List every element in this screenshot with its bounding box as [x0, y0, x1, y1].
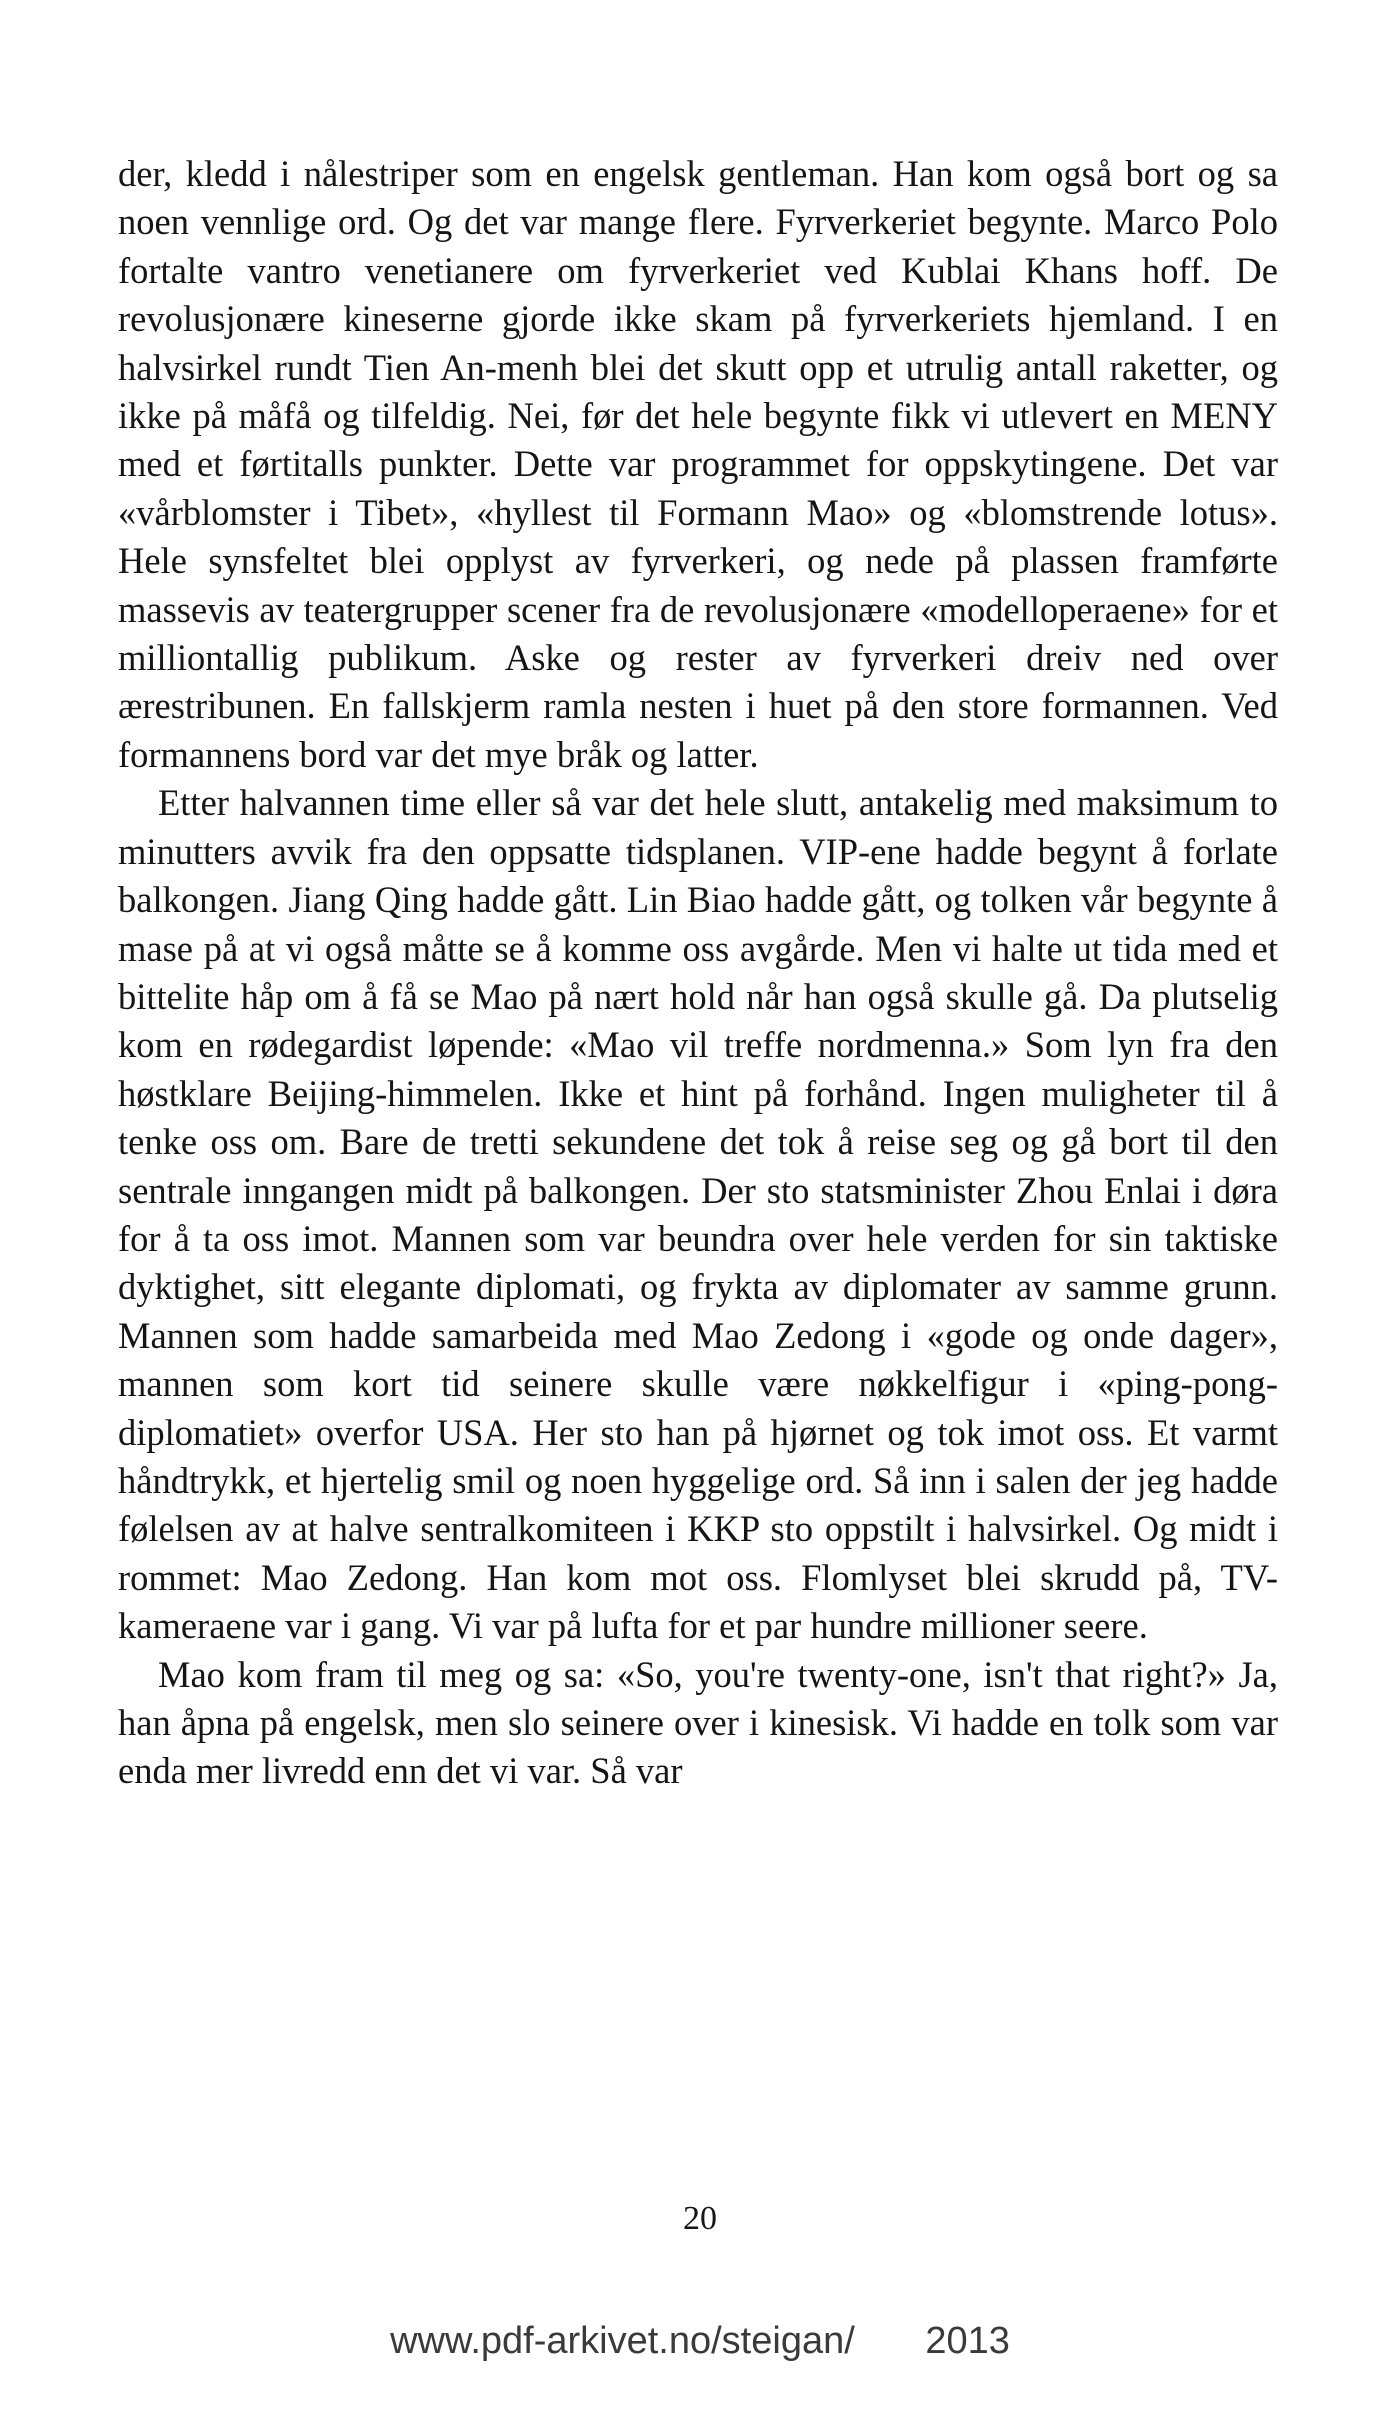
- paragraph-3: Mao kom fram til meg og sa: «So, you're twenty-one, isn't that right?» Ja, han åpna på engelsk, men slo seinere over i kinesisk. Vi hadde en tolk som var enda mer livredd enn det vi var. Så var: [118, 1653, 1278, 1792]
- page-number: 20: [683, 2200, 717, 2237]
- body-text: [118, 150, 1278, 1796]
- footer-year: 2013: [925, 2320, 1010, 2362]
- paragraph-1: der, kledd i nålestriper som en engelsk gentleman. Han kom også bort og sa noen vennlige ord. Og det var mange flere. Fyrverkeriet begynte. Marco Polo fortalte vantro venetianere om fyrverkeriet ved Kublai Khans hoff. De revolusjonære kineserne gjorde ikke skam på fyrverkeriets hjemland. I en halvsirkel rundt Tien An-menh blei det skutt opp et utrulig antall raketter, og ikke på måfå og tilfeldig. Nei, før det hele begynte fikk vi utlevert en MENY med et førtitalls punkter. Dette var programmet for oppskytingene. Det var «vårblomster i Tibet», «hyllest til Formann Mao» og «blomstrende lotus». Hele synsfeltet blei opplyst av fyrverkeri, og nede på plassen framførte massevis av teatergrupper scener fra de revolusjonære «modelloperaene» for et milliontallig publikum. Aske og rester av fyrverkeri dreiv ned over ærestribunen. En fallskjerm ramla nesten i huet på den store formannen. Ved formannens bord var det mye bråk og latter.: [118, 153, 1278, 775]
- footer-url: www.pdf-arkivet.no/steigan/: [390, 2320, 855, 2362]
- footer: [0, 2320, 1400, 2363]
- paragraph-2: Etter halvannen time eller så var det hele slutt, antakelig med maksimum to minutters avvik fra den oppsatte tidsplanen. VIP-ene hadde begynt å forlate balkongen. Jiang Qing hadde gått. Lin Biao hadde gått, og tolken vår begynte å mase på at vi også måtte se å komme oss avgårde. Men vi halte ut tida med et bittelite håp om å få se Mao på nært hold når han også skulle gå. Da plutselig kom en rødegardist løpende: «Mao vil treffe nordmenna.» Som lyn fra den høstklare Beijing-himmelen. Ikke et hint på forhånd. Ingen muligheter til å tenke oss om. Bare de tretti sekundene det tok å reise seg og gå bort til den sentrale inngangen midt på balkongen. Der sto statsminister Zhou Enlai i døra for å ta oss imot. Mannen som var beundra over hele verden for sin taktiske dyktighet, sitt elegante diplomati, og frykta av diplomater av samme grunn. Mannen som hadde samarbeida med Mao Zedong i «gode og onde dager», mannen som kort tid seinere skulle være nøkkelfigur i «ping-pong-diplomatiet» overfor USA. Her sto han på hjørnet og tok imot oss. Et varmt håndtrykk, et hjertelig smil og noen hyggelige ord. Så inn i salen der jeg hadde følelsen av at halve sentralkomiteen i KKP sto oppstilt i halvsirkel. Og midt i rommet: Mao Zedong. Han kom mot oss. Flomlyset blei skrudd på, TV-kameraene var i gang. Vi var på lufta for et par hundre millioner seere.: [118, 782, 1278, 1647]
